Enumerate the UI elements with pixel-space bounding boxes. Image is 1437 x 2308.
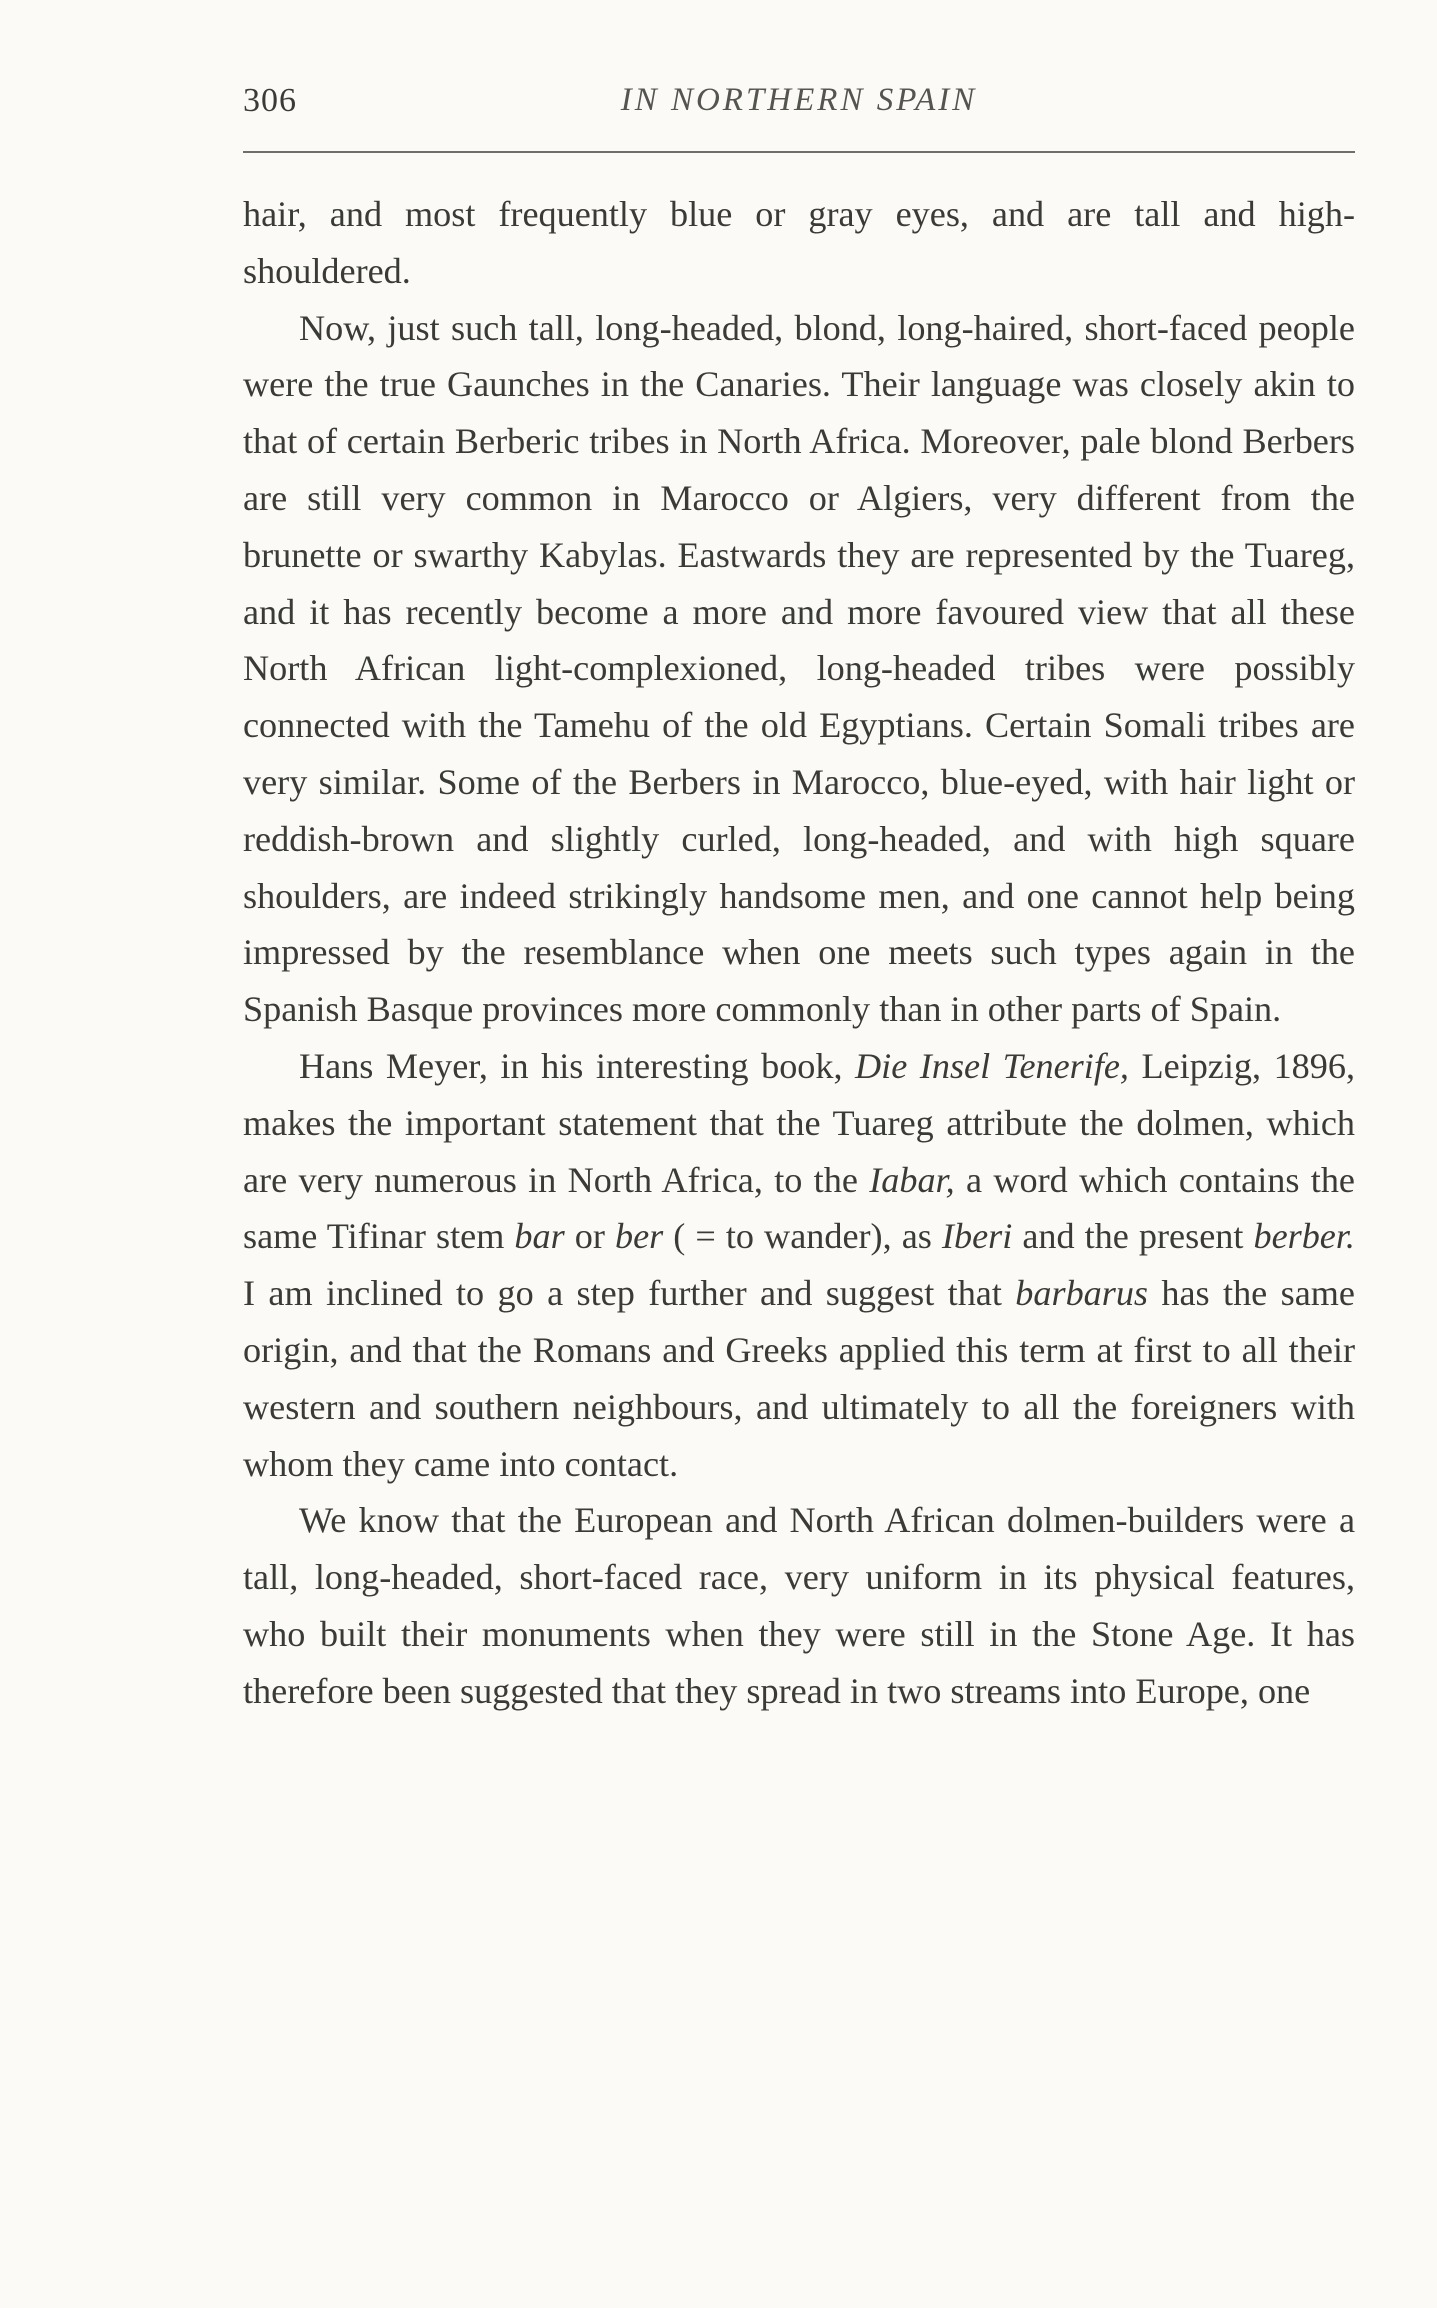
text-run: and the present xyxy=(1012,1216,1254,1257)
paragraph-continued: hair, and most frequently blue or gray eyes, and are tall and high-shouldered. xyxy=(243,194,1355,291)
paragraph-gaunches: Now, just such tall, long-headed, blond, long-haired, short-faced people were the true Gaunches in the Canaries. Their language was closely akin to that of certain Berberic tribes in North Africa. Moreover, pale blond Berbers are still very common in Marocco or Algiers, very different from the brunette or swarthy Kabylas. Eastwards they are represented by the Tuareg, and it has recently become a more and more favoured view that all these North African light-complexioned, long-headed tribes were possibly connected with the Tamehu of the old Egyptians. Certain Somali tribes are very similar. Some of the Berbers in Marocco, blue-eyed, with hair light or reddish-brown and slightly curled, long-headed, and with high square shoulders, are indeed strikingly handsome men, and one cannot help being impressed by the resemblance when one meets such types again in the Spanish Basque provinces more commonly than in other parts of Spain. xyxy=(243,307,1355,1030)
italic-term: barbarus xyxy=(1015,1273,1149,1314)
italic-term: ber xyxy=(614,1216,664,1257)
italic-term: bar xyxy=(514,1216,565,1257)
page-header xyxy=(243,82,1355,130)
body-text xyxy=(243,186,1355,1720)
italic-term: Iberi xyxy=(941,1216,1013,1257)
book-title: Die Insel Tenerife, xyxy=(855,1045,1129,1086)
text-run: or xyxy=(564,1216,615,1257)
text-run: I am inclined to go a step further and suggest that xyxy=(243,1273,1016,1314)
italic-term: berber. xyxy=(1253,1216,1355,1257)
italic-term: Iabar, xyxy=(869,1159,955,1200)
text-run: ( = to wander), as xyxy=(663,1216,942,1257)
page-number: 306 xyxy=(243,82,297,119)
text-run: Leipzig, 1896, makes the important statement that the Tuareg attribute the dolmen, which are very numerous in North Africa, to the xyxy=(243,1045,1355,1200)
header-rule xyxy=(243,151,1355,153)
running-title: IN NORTHERN SPAIN xyxy=(620,82,978,118)
text-run: Hans Meyer, in his interesting book, xyxy=(299,1045,856,1086)
text-run: a word which contains the same Tifinar stem xyxy=(243,1159,1355,1257)
text-run: has the same origin, and that the Romans and Greeks applied this term at first to all their western and southern neighbours, and ultimately to all the foreigners with whom they came into contact. xyxy=(243,1273,1355,1484)
paragraph-hans-meyer xyxy=(243,1038,1355,1492)
paragraph-dolmen-builders: We know that the European and North African dolmen-builders were a tall, long-headed, short-faced race, very uniform in its physical features, who built their monuments when they were still in the Stone Age. It has therefore been suggested that they spread in two streams into Europe, one xyxy=(243,1500,1355,1711)
